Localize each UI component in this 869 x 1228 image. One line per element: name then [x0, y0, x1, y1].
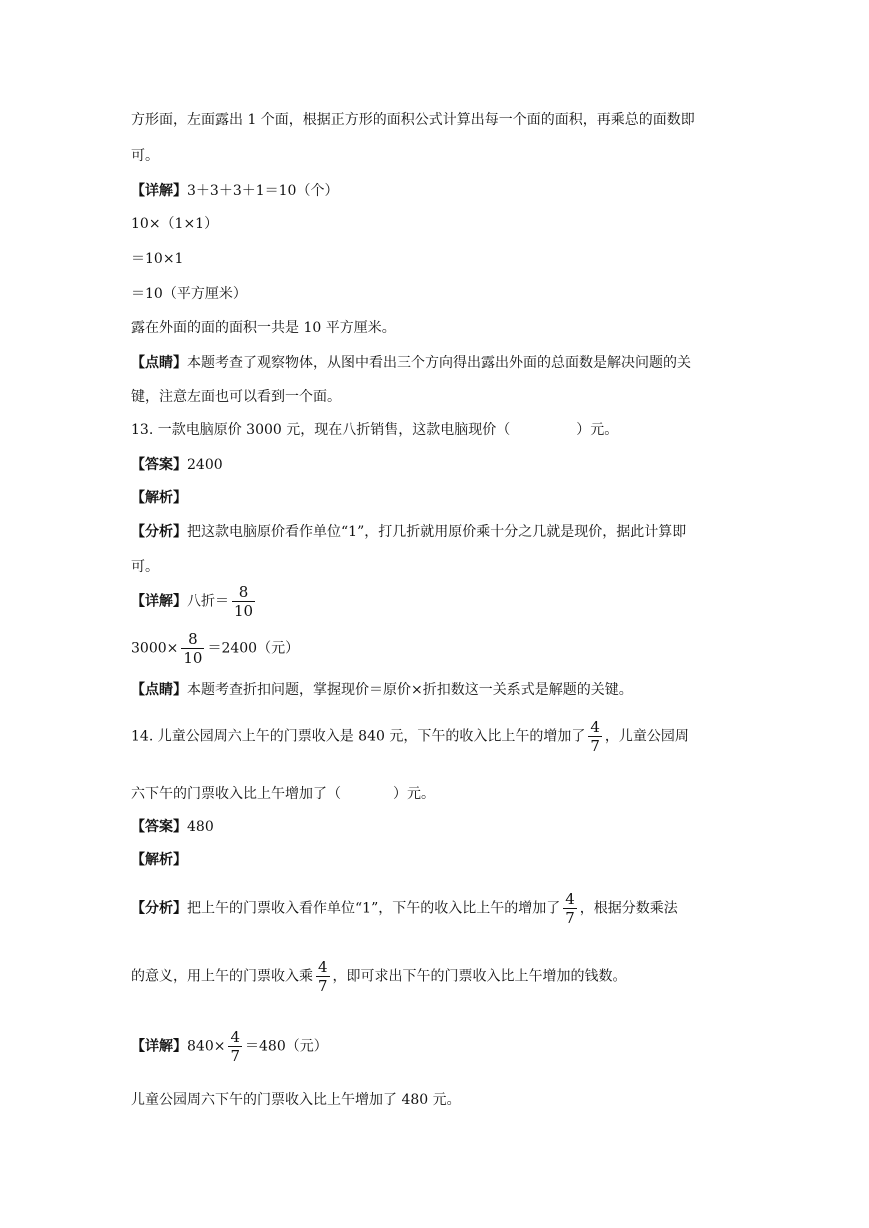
analysis-heading [131, 488, 187, 508]
fraction [588, 718, 602, 755]
fraction [316, 958, 330, 995]
calc-text: 840× [187, 1038, 226, 1055]
fraction-numerator: 8 [238, 583, 249, 601]
fraction-numerator: 4 [565, 890, 575, 908]
section-tag: 【答案】 [131, 457, 187, 473]
question-13-stem [131, 420, 618, 440]
fenxi-text: ，即可求出下午的门票收入比上午增加的钱数。 [332, 968, 627, 985]
fraction [232, 583, 255, 620]
section-tag: 【解析】 [131, 852, 187, 868]
question-14-stem [131, 718, 689, 755]
fraction [228, 1028, 242, 1065]
fenxi-text: 的意义，用上午的门票收入乘 [131, 968, 313, 985]
section-tag: 【分析】 [131, 900, 187, 917]
section-tag: 【点睛】 [131, 355, 187, 371]
fenxi-line-cont [131, 958, 627, 995]
fraction-denominator: 7 [318, 977, 328, 995]
fraction-denominator: 7 [590, 737, 600, 755]
calc-text: 八折＝ [187, 593, 229, 610]
fraction-denominator: 10 [183, 649, 203, 667]
fraction [563, 890, 577, 927]
analysis-heading [131, 850, 187, 870]
detail-line [131, 1028, 328, 1065]
detail-line [131, 583, 258, 620]
answer-line [131, 455, 223, 475]
calc-text: 3000× [131, 640, 179, 657]
section-tag: 【详解】 [131, 183, 187, 199]
fenxi-text: 把上午的门票收入看作单位“1”，下午的收入比上午的增加了 [187, 900, 561, 917]
stem-text: ）元。 [576, 422, 619, 438]
stem-text: 六下午的门票收入比上午增加了（ [131, 786, 341, 802]
text-line: 可。 [131, 148, 159, 164]
text-line: 方形面，左面露出 1 个面，根据正方形的面积公式计算出每一个面的面积，再乘总的面数即 [131, 112, 695, 128]
section-tag: 【答案】 [131, 819, 187, 835]
calc-line [131, 630, 299, 667]
comment-text: 本题考查折扣问题，掌握现价＝原价×折扣数这一关系式是解题的关键。 [187, 682, 633, 698]
section-tag: 【点睛】 [131, 682, 187, 698]
stem-text: ）元。 [393, 786, 435, 802]
fraction-numerator: 8 [188, 630, 198, 648]
comment-line [131, 353, 691, 373]
text-line: 露在外面的面的面积一共是 10 平方厘米。 [131, 320, 396, 336]
fenxi-line [131, 890, 678, 927]
fraction-denominator: 10 [234, 602, 254, 620]
answer-line [131, 817, 214, 837]
calc-text: ＝2400（元） [207, 640, 300, 657]
fraction-numerator: 4 [590, 718, 600, 736]
answer-value: 480 [187, 819, 214, 835]
fraction-numerator: 4 [318, 958, 328, 976]
stem-text: 14. 儿童公园周六上午的门票收入是 840 元，下午的收入比上午的增加了 [131, 728, 586, 745]
text-line: 10×（1×1） [131, 216, 219, 232]
detail-line [131, 181, 338, 201]
section-tag: 【分析】 [131, 524, 187, 540]
text-line: 可。 [131, 559, 159, 575]
answer-value: 2400 [187, 457, 223, 473]
text-line: 键，注意左面也可以看到一个面。 [131, 389, 341, 405]
question-14-stem-cont [131, 784, 435, 804]
text-line: ＝10×1 [131, 251, 184, 267]
section-tag: 【详解】 [131, 593, 187, 610]
fraction-numerator: 4 [230, 1028, 240, 1046]
fraction-denominator: 7 [565, 909, 575, 927]
stem-text: 13. 一款电脑原价 3000 元，现在八折销售，这款电脑现价（ [131, 422, 511, 438]
conclusion-line: 儿童公园周六下午的门票收入比上午增加了 480 元。 [131, 1092, 461, 1108]
calc-text: ＝480（元） [245, 1038, 328, 1055]
fenxi-line [131, 522, 686, 542]
calc-text: 3＋3＋3＋1＝10（个） [187, 183, 339, 199]
text-line: ＝10（平方厘米） [131, 286, 247, 302]
comment-text: 本题考查了观察物体，从图中看出三个方向得出露出外面的总面数是解决问题的关 [187, 355, 691, 371]
section-tag: 【解析】 [131, 490, 187, 506]
comment-line [131, 680, 633, 700]
fenxi-text: 把这款电脑原价看作单位“1”，打几折就用原价乘十分之几就是现价，据此计算即 [187, 524, 687, 540]
fraction-denominator: 7 [230, 1047, 240, 1065]
section-tag: 【详解】 [131, 1038, 187, 1055]
fenxi-text: ，根据分数乘法 [579, 900, 678, 917]
fraction [181, 630, 204, 667]
stem-text: ，儿童公园周 [604, 728, 689, 745]
